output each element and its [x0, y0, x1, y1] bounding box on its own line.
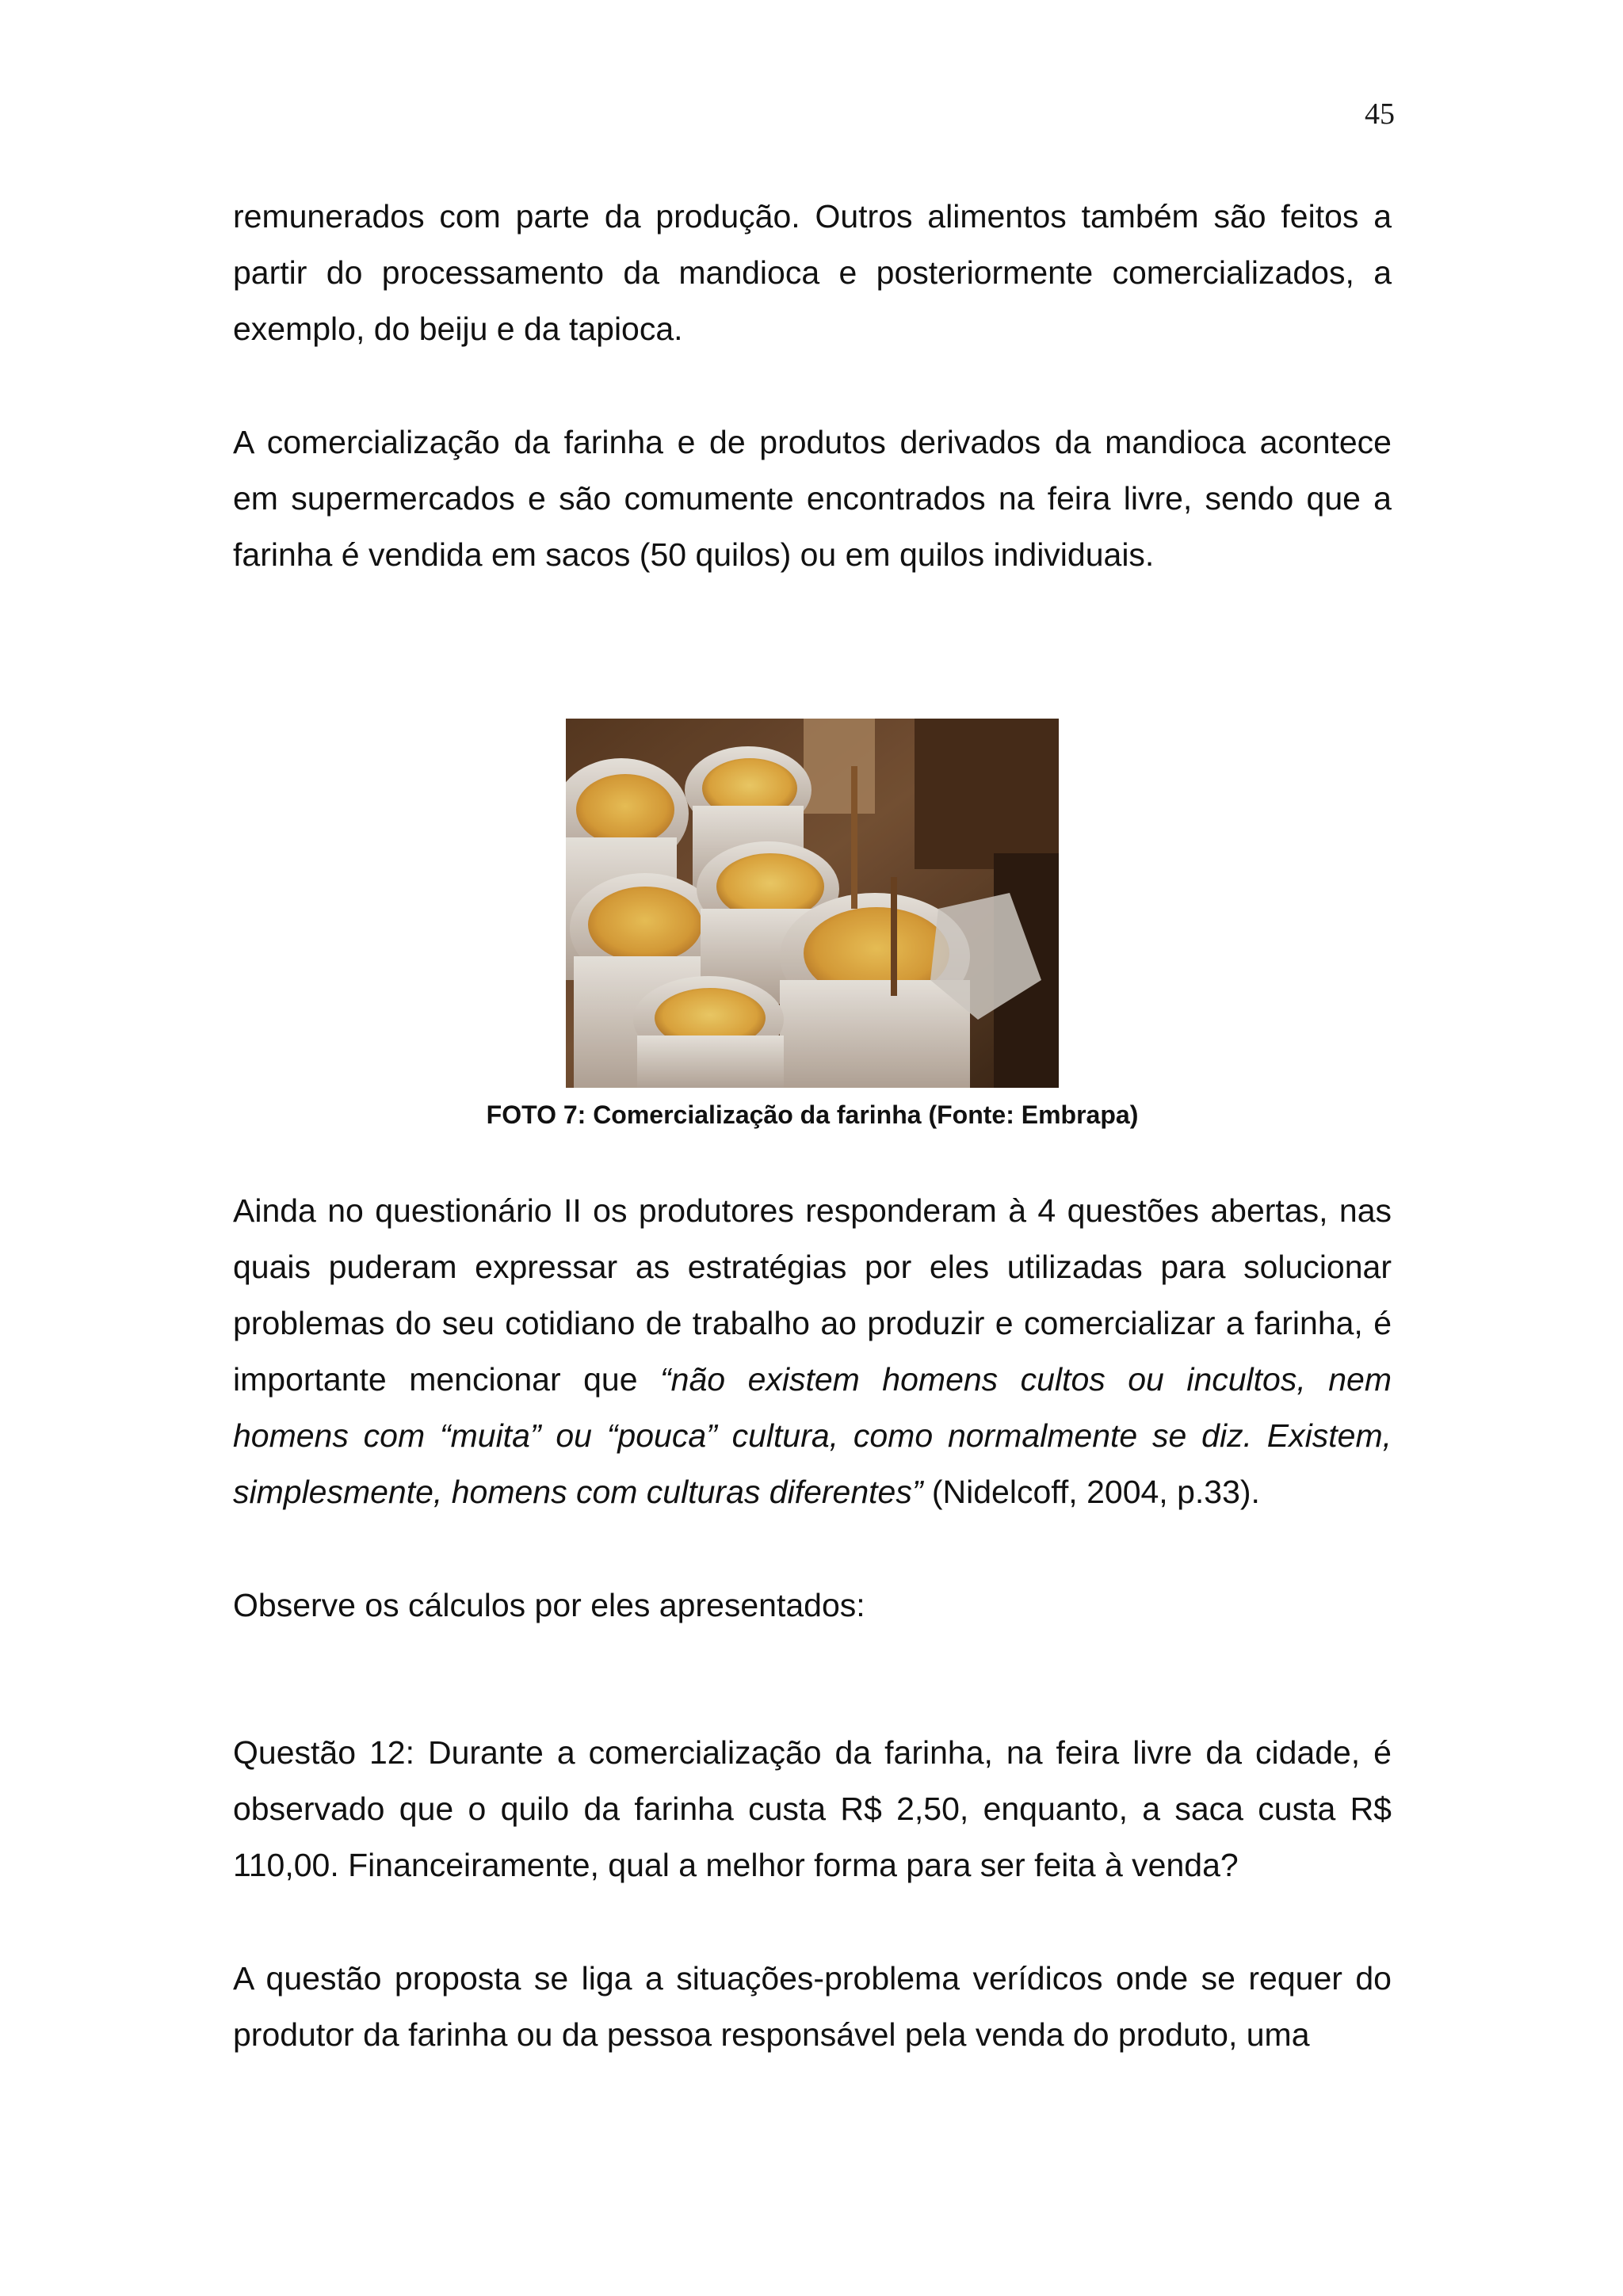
citation: (Nidelcoff, 2004, p.33). — [922, 1474, 1260, 1510]
quotation: “não existem homens cultos ou incultos, nem homens com “muita” ou “pouca” cultura, como normalmente se diz. Existem, simplesmente, homens com culturas diferentes” — [233, 1361, 1392, 1510]
paragraph-commercialization: A comercialização da farinha e de produtos derivados da mandioca acontece em supermercados e são comumente encontrados na feira livre, sendo que a farinha é vendida em sacos (50 quilos) ou em quilos individuais. — [233, 424, 1392, 573]
paragraph-question-12: Questão 12: Durante a comercialização da farinha, na feira livre da cidade, é observado que o quilo da farinha custa R$ 2,50, enquanto, a saca custa R$ 110,00. Financeiramente, qual a melhor forma para ser feita à venda? — [233, 1734, 1392, 1883]
flour-sacks-photo — [566, 719, 1059, 1088]
figure-caption: FOTO 7: Comercialização da farinha (Fonte: Embrapa) — [486, 1100, 1139, 1129]
paragraph-questionnaire — [233, 1183, 1392, 1520]
paragraph-production-foods: remunerados com parte da produção. Outros alimentos também são feitos a partir do processamento da mandioca e posteriormente comercializados, a exemplo, do beiju e da tapioca. — [233, 198, 1392, 347]
page-body — [233, 189, 1392, 2063]
paragraph-problem-situations: A questão proposta se liga a situações-problema verídicos onde se requer do produtor da farinha ou da pessoa responsável pela venda do produto, uma — [233, 1960, 1392, 2053]
paragraph-questionnaire-intro: Ainda no questionário II os produtores responderam à 4 questões abertas, nas quais puderam expressar as estratégias por eles utilizadas para solucionar problemas do seu cotidiano de trabalho ao produzir e comercializar a farinha, é importante mencionar que — [233, 1192, 1392, 1398]
page-number: 45 — [1365, 97, 1395, 131]
figure-photo-7 — [233, 719, 1392, 1131]
paragraph-observe-calculations: Observe os cálculos por eles apresentados: — [233, 1587, 865, 1623]
